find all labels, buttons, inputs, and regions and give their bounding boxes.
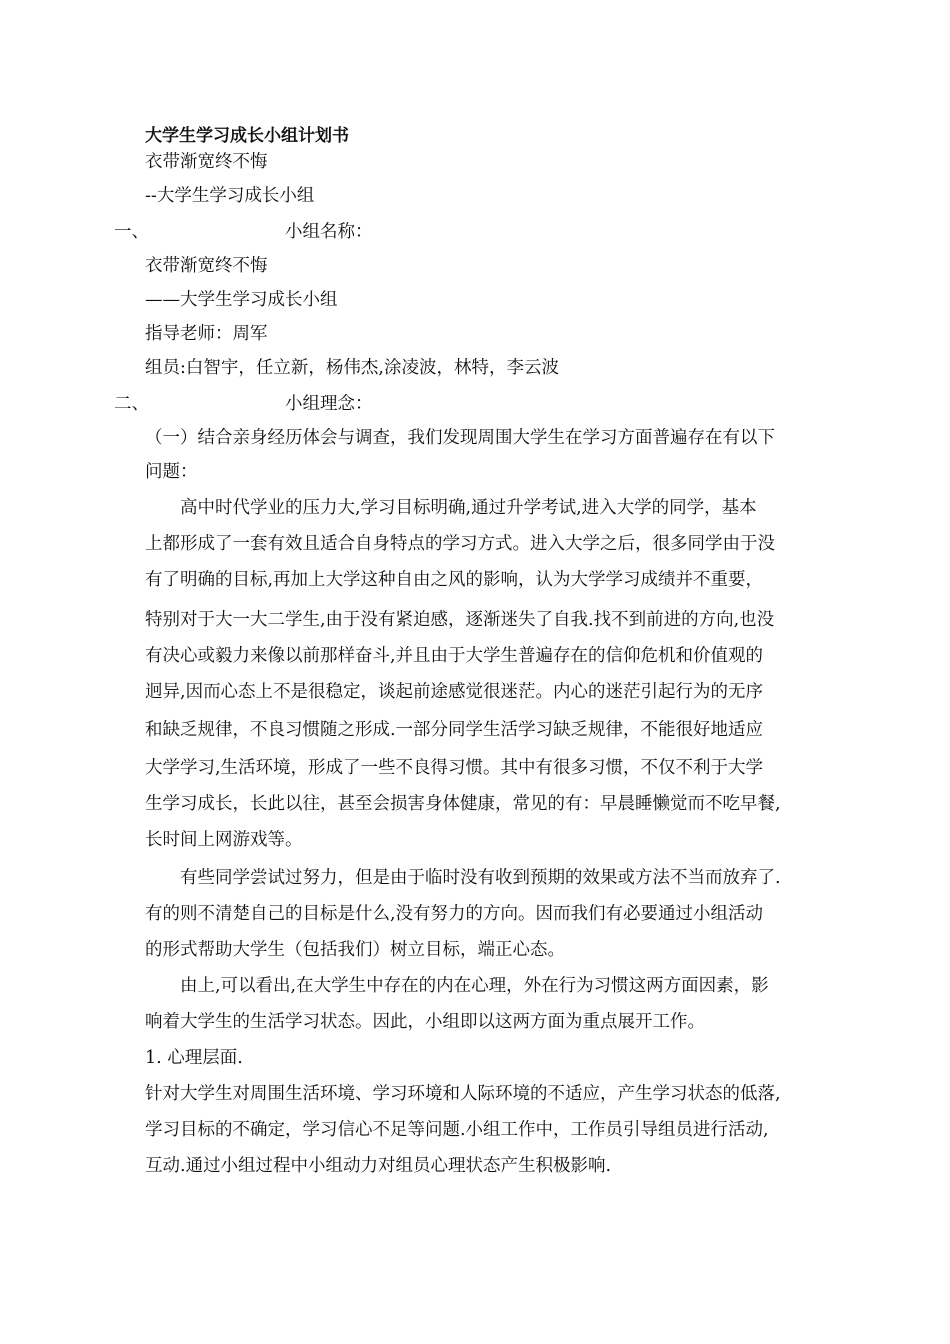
paragraph-4-line: 由上,可以看出,在大学生中存在的内在心理，外在行为习惯这两方面因素，影 bbox=[180, 976, 769, 996]
paragraph-2-line: 特别对于大一大二学生,由于没有紧迫感，逐渐迷失了自我.找不到前进的方向,也没 bbox=[145, 610, 775, 630]
section-1-number: 一、 bbox=[114, 222, 149, 242]
paragraph-2-line: 大学学习,生活环境，形成了一些不良得习惯。其中有很多习惯，不仅不利于大学 bbox=[145, 758, 764, 778]
members-line: 组员:白智宇，任立新，杨伟杰,涂凌波，林特，李云波 bbox=[145, 358, 559, 378]
paragraph-3-line: 有些同学尝试过努力，但是由于临时没有收到预期的效果或方法不当而放弃了. bbox=[180, 868, 781, 888]
paragraph-3-line: 的形式帮助大学生（包括我们）树立目标，端正心态。 bbox=[145, 940, 565, 960]
advisor-line: 指导老师：周军 bbox=[145, 324, 268, 344]
paragraph-1-line: （一）结合亲身经历体会与调查，我们发现周围大学生在学习方面普遍存在有以下 bbox=[145, 428, 775, 448]
paragraph-2-line: 有决心或毅力来像以前那样奋斗,并且由于大学生普遍存在的信仰危机和价值观的 bbox=[145, 646, 764, 666]
paragraph-2-line: 上都形成了一套有效且适合自身特点的学习方式。进入大学之后，很多同学由于没 bbox=[145, 534, 775, 554]
item-1-line: 互动.通过小组过程中小组动力对组员心理状态产生积极影响. bbox=[145, 1156, 612, 1176]
paragraph-3-line: 有的则不清楚自己的目标是什么,没有努力的方向。因而我们有必要通过小组活动 bbox=[145, 904, 764, 924]
paragraph-2-line: 迥异,因而心态上不是很稳定，谈起前途感觉很迷茫。内心的迷茫引起行为的无序 bbox=[145, 682, 764, 702]
group-name-line-2: ——大学生学习成长小组 bbox=[145, 290, 338, 310]
section-1-heading: 小组名称： bbox=[285, 222, 373, 242]
subtitle-line-2: --大学生学习成长小组 bbox=[145, 186, 315, 206]
item-1-line: 针对大学生对周围生活环境、学习环境和人际环境的不适应，产生学习状态的低落, bbox=[145, 1084, 781, 1104]
item-1-line: 学习目标的不确定，学习信心不足等问题.小组工作中，工作员引导组员进行活动, bbox=[145, 1120, 769, 1140]
item-1-title: 1. 心理层面. bbox=[145, 1048, 243, 1068]
paragraph-2-line: 和缺乏规律，不良习惯随之形成.一部分同学生活学习缺乏规律，不能很好地适应 bbox=[145, 720, 764, 740]
paragraph-2-line: 长时间上网游戏等。 bbox=[145, 830, 303, 850]
section-2-heading: 小组理念： bbox=[285, 394, 373, 414]
paragraph-2-line: 生学习成长，长此以往，甚至会损害身体健康，常见的有：早晨睡懒觉而不吃早餐, bbox=[145, 794, 781, 814]
section-2-number: 二、 bbox=[114, 394, 149, 414]
paragraph-2-line: 高中时代学业的压力大,学习目标明确,通过升学考试,进入大学的同学，基本 bbox=[180, 498, 757, 518]
paragraph-4-line: 响着大学生的生活学习状态。因此，小组即以这两方面为重点展开工作。 bbox=[145, 1012, 705, 1032]
document-title: 大学生学习成长小组计划书 bbox=[145, 126, 349, 146]
paragraph-2-line: 有了明确的目标,再加上大学这种自由之风的影响，认为大学学习成绩并不重要， bbox=[145, 570, 764, 590]
paragraph-1-line: 问题： bbox=[145, 462, 198, 482]
subtitle-line-1: 衣带渐宽终不悔 bbox=[145, 152, 268, 172]
group-name-line-1: 衣带渐宽终不悔 bbox=[145, 256, 268, 276]
